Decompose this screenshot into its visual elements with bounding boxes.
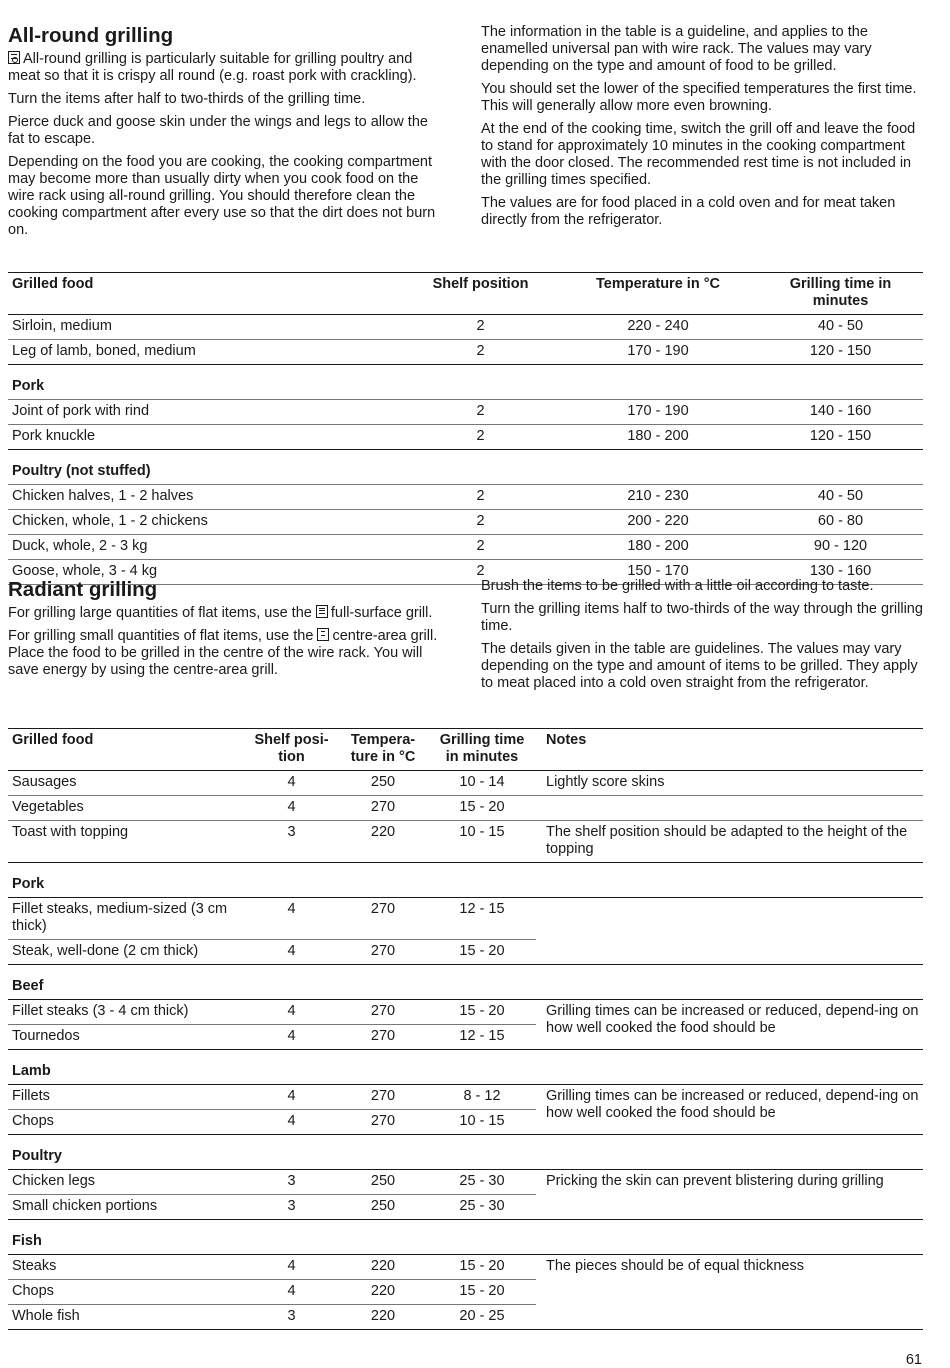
allround-right-column	[481, 24, 923, 245]
time-cell: 15 - 20	[428, 1255, 536, 1280]
radiant-info-1: Brush the items to be grilled with a little oil according to taste.	[481, 578, 874, 594]
food-cell: Steak, well-done (2 cm thick)	[8, 940, 245, 965]
food-cell: Chops	[8, 1110, 245, 1135]
centre-area-grill-icon	[317, 628, 329, 641]
time-cell: 120 - 150	[758, 340, 923, 365]
note-cell: Grilling times can be increased or reduced, depend-ing on how well cooked the food should be	[536, 1000, 923, 1050]
food-cell: Vegetables	[8, 796, 245, 821]
shelf-cell: 3	[245, 1305, 338, 1330]
column-header: Shelf posi- tion	[245, 729, 338, 771]
allround-info-2: You should set the lower of the specified temperatures the first time. This will generally allow more even browning.	[481, 81, 917, 114]
time-cell: 20 - 25	[428, 1305, 536, 1330]
shelf-cell: 2	[403, 560, 558, 585]
column-header: Shelf position	[403, 273, 558, 315]
column-header: Grilled food	[8, 729, 245, 771]
group-heading-row	[8, 965, 923, 1000]
temp-cell: 250	[338, 771, 428, 796]
table-row	[8, 485, 923, 510]
group-heading-row	[8, 365, 923, 400]
shelf-cell: 3	[245, 821, 338, 863]
shelf-cell: 4	[245, 1110, 338, 1135]
table-row	[8, 315, 923, 340]
shelf-cell: 4	[245, 1280, 338, 1305]
shelf-cell: 2	[403, 400, 558, 425]
food-cell: Sirloin, medium	[8, 315, 403, 340]
food-cell: Fillet steaks, medium-sized (3 cm thick)	[8, 898, 245, 940]
allround-paragraph-3: Pierce duck and goose skin under the wings and legs to allow the fat to escape.	[8, 114, 428, 147]
temp-cell: 220 - 240	[558, 315, 758, 340]
shelf-cell: 2	[403, 510, 558, 535]
allround-info-3: At the end of the cooking time, switch the grill off and leave the food to stand for approximately 10 minutes in the cooking compartment with the door closed. The recommended rest time is not included in the grilling times specified.	[481, 121, 916, 188]
table-row	[8, 1000, 923, 1025]
temp-cell: 200 - 220	[558, 510, 758, 535]
food-cell: Toast with topping	[8, 821, 245, 863]
time-cell: 15 - 20	[428, 940, 536, 965]
column-header: Grilling time in minutes	[428, 729, 536, 771]
group-heading-row	[8, 1135, 923, 1170]
column-header: Grilled food	[8, 273, 403, 315]
time-cell: 10 - 15	[428, 1110, 536, 1135]
time-cell: 10 - 14	[428, 771, 536, 796]
allround-paragraph-1: All-round grilling is particularly suitable for grilling poultry and meat so that it is crispy all round (e.g. roast pork with crackling).	[8, 51, 417, 84]
time-cell: 15 - 20	[428, 1000, 536, 1025]
table-row	[8, 510, 923, 535]
shelf-cell: 4	[245, 940, 338, 965]
temp-cell: 270	[338, 1085, 428, 1110]
food-cell: Chicken legs	[8, 1170, 245, 1195]
temp-cell: 270	[338, 1110, 428, 1135]
allround-paragraph-2: Turn the items after half to two-thirds of the grilling time.	[8, 91, 366, 107]
allround-table-wrapper	[8, 272, 923, 585]
time-cell: 140 - 160	[758, 400, 923, 425]
time-cell: 60 - 80	[758, 510, 923, 535]
shelf-cell: 4	[245, 1000, 338, 1025]
time-cell: 40 - 50	[758, 485, 923, 510]
note-cell: The shelf position should be adapted to the height of the topping	[536, 821, 923, 863]
temp-cell: 270	[338, 1000, 428, 1025]
group-heading: Poultry	[8, 1135, 923, 1170]
food-cell: Whole fish	[8, 1305, 245, 1330]
food-cell: Goose, whole, 3 - 4 kg	[8, 560, 403, 585]
food-cell: Chicken, whole, 1 - 2 chickens	[8, 510, 403, 535]
shelf-cell: 2	[403, 425, 558, 450]
food-cell: Tournedos	[8, 1025, 245, 1050]
radiant-paragraph-2: For grilling small quantities of flat items, use the centre-area grill. Place the food to be grilled in the centre of the wire rack. You will save energy by using the centre-area grill.	[8, 628, 438, 678]
table-row	[8, 1170, 923, 1195]
table-row	[8, 535, 923, 560]
shelf-cell: 4	[245, 1085, 338, 1110]
table-row	[8, 796, 923, 821]
food-cell: Fillet steaks (3 - 4 cm thick)	[8, 1000, 245, 1025]
group-heading: Beef	[8, 965, 923, 1000]
temp-cell: 170 - 190	[558, 340, 758, 365]
shelf-cell: 4	[245, 771, 338, 796]
column-header: Grilling time in minutes	[758, 273, 923, 315]
shelf-cell: 2	[403, 315, 558, 340]
column-header: Notes	[536, 729, 923, 771]
temp-cell: 220	[338, 821, 428, 863]
shelf-cell: 2	[403, 485, 558, 510]
temp-cell: 150 - 170	[558, 560, 758, 585]
time-cell: 25 - 30	[428, 1195, 536, 1220]
radiant-paragraph-1: For grilling large quantities of flat items, use the full-surface grill.	[8, 605, 433, 621]
food-cell: Steaks	[8, 1255, 245, 1280]
shelf-cell: 2	[403, 340, 558, 365]
food-cell: Fillets	[8, 1085, 245, 1110]
food-cell: Leg of lamb, boned, medium	[8, 340, 403, 365]
temp-cell: 270	[338, 1025, 428, 1050]
temp-cell: 210 - 230	[558, 485, 758, 510]
shelf-cell: 3	[245, 1170, 338, 1195]
page-number: 61	[905, 1352, 922, 1368]
note-cell	[536, 796, 923, 821]
allround-info-1: The information in the table is a guideline, and applies to the enamelled universal pan with wire rack. The values may vary depending on the type and amount of food to be grilled.	[481, 24, 872, 74]
food-cell: Chops	[8, 1280, 245, 1305]
shelf-cell: 4	[245, 898, 338, 940]
time-cell: 25 - 30	[428, 1170, 536, 1195]
table-row	[8, 771, 923, 796]
note-cell: Grilling times can be increased or reduced, depend-ing on how well cooked the food should be	[536, 1085, 923, 1135]
note-cell: Lightly score skins	[536, 771, 923, 796]
food-cell: Duck, whole, 2 - 3 kg	[8, 535, 403, 560]
time-cell: 15 - 20	[428, 1280, 536, 1305]
table-row	[8, 821, 923, 863]
temp-cell: 180 - 200	[558, 425, 758, 450]
shelf-cell: 3	[245, 1195, 338, 1220]
radiant-grilling-table	[8, 728, 923, 1330]
allround-section	[8, 24, 923, 245]
temp-cell: 220	[338, 1280, 428, 1305]
group-heading: Lamb	[8, 1050, 923, 1085]
group-heading-row	[8, 1050, 923, 1085]
allround-title: All-round grilling	[8, 24, 174, 47]
full-surface-grill-icon	[316, 605, 328, 618]
temp-cell: 220	[338, 1305, 428, 1330]
temp-cell: 180 - 200	[558, 535, 758, 560]
time-cell: 130 - 160	[758, 560, 923, 585]
food-cell: Chicken halves, 1 - 2 halves	[8, 485, 403, 510]
temp-cell: 250	[338, 1170, 428, 1195]
time-cell: 12 - 15	[428, 898, 536, 940]
food-cell: Small chicken portions	[8, 1195, 245, 1220]
temp-cell: 270	[338, 940, 428, 965]
time-cell: 10 - 15	[428, 821, 536, 863]
radiant-section	[8, 578, 923, 698]
food-cell: Pork knuckle	[8, 425, 403, 450]
table-row	[8, 400, 923, 425]
food-cell: Joint of pork with rind	[8, 400, 403, 425]
temp-cell: 270	[338, 796, 428, 821]
shelf-cell: 2	[403, 535, 558, 560]
all-round-grilling-icon	[8, 51, 20, 64]
allround-grilling-table	[8, 272, 923, 585]
time-cell: 12 - 15	[428, 1025, 536, 1050]
temp-cell: 170 - 190	[558, 400, 758, 425]
allround-info-4: The values are for food placed in a cold oven and for meat taken directly from the refrigerator.	[481, 195, 896, 228]
group-heading: Pork	[8, 365, 923, 400]
group-heading: Fish	[8, 1220, 923, 1255]
time-cell: 120 - 150	[758, 425, 923, 450]
temp-cell: 220	[338, 1255, 428, 1280]
radiant-title: Radiant grilling	[8, 578, 158, 601]
time-cell: 15 - 20	[428, 796, 536, 821]
temp-cell: 270	[338, 898, 428, 940]
radiant-info-2: Turn the grilling items half to two-thirds of the way through the grilling time.	[481, 601, 923, 634]
note-cell	[536, 898, 923, 965]
allround-paragraph-4: Depending on the food you are cooking, the cooking compartment may become more than usually dirty when you cook food on the wire rack using all-round grilling. You should therefore clean the cooking compartment after every use so that the dirt does not burn on.	[8, 154, 436, 238]
radiant-right-column	[481, 578, 923, 698]
note-cell: Pricking the skin can prevent blistering during grilling	[536, 1170, 923, 1220]
shelf-cell: 4	[245, 1255, 338, 1280]
column-header: Temperature in °C	[558, 273, 758, 315]
radiant-table-wrapper	[8, 728, 923, 1330]
table-row	[8, 1085, 923, 1110]
table-row	[8, 340, 923, 365]
note-cell: The pieces should be of equal thickness	[536, 1255, 923, 1330]
food-cell: Sausages	[8, 771, 245, 796]
group-heading-row	[8, 1220, 923, 1255]
shelf-cell: 4	[245, 1025, 338, 1050]
table-header-row	[8, 729, 923, 771]
group-heading: Poultry (not stuffed)	[8, 450, 923, 485]
table-row	[8, 1255, 923, 1280]
group-heading-row	[8, 863, 923, 898]
radiant-info-3: The details given in the table are guidelines. The values may vary depending on the type and amount of items to be grilled. They apply to meat placed into a cold oven straight from the refrigerator.	[481, 641, 918, 691]
table-row	[8, 898, 923, 940]
radiant-left-column	[8, 578, 448, 698]
group-heading-row	[8, 450, 923, 485]
time-cell: 40 - 50	[758, 315, 923, 340]
temp-cell: 250	[338, 1195, 428, 1220]
group-heading: Pork	[8, 863, 923, 898]
shelf-cell: 4	[245, 796, 338, 821]
time-cell: 90 - 120	[758, 535, 923, 560]
table-header-row	[8, 273, 923, 315]
time-cell: 8 - 12	[428, 1085, 536, 1110]
column-header: Tempera- ture in °C	[338, 729, 428, 771]
table-row	[8, 425, 923, 450]
allround-left-column	[8, 24, 448, 245]
